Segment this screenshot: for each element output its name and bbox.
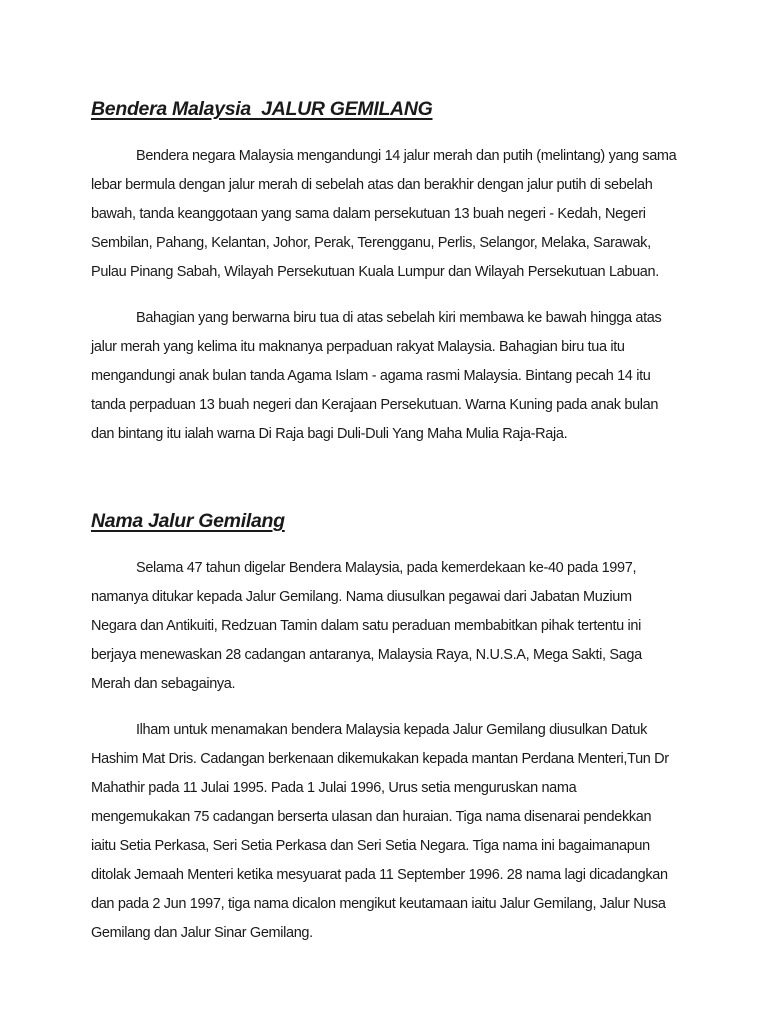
- heading-nama-jalur-gemilang: Nama Jalur Gemilang: [91, 510, 285, 532]
- paragraph-renaming-history: Selama 47 tahun digelar Bendera Malaysia, pada kemerdekaan ke-40 pada 1997, namanya ditukar kepada Jalur Gemilang. Nama diusulkan pegawai dari Jabatan Muzium Negara dan Antikuiti, Redzuan Tamin dalam satu peraduan membabitkan pihak tertentu ini berjaya menewaskan 28 cadangan antaranya, Malaysia Raya, N.U.S.A, Mega Sakti, Saga Merah dan sebagainya.: [91, 560, 642, 692]
- paragraph-flag-description: Bendera negara Malaysia mengandungi 14 jalur merah dan putih (melintang) yang sama lebar bermula dengan jalur merah di sebelah atas dan berakhir dengan jalur putih di sebelah bawah, tanda keanggotaan yang sama dalam persekutuan 13 buah negeri - Kedah, Negeri Sembilan, Pahang, Kelantan, Johor, Perak, Terengganu, Perlis, Selangor, Melaka, Sarawak, Pulau Pinang Sabah, Wilayah Persekutuan Kuala Lumpur dan Wilayah Persekutuan Labuan.: [91, 148, 677, 280]
- section-bendera-malaysia: [91, 97, 677, 449]
- heading-bendera-malaysia-jalur-gemilang: Bendera Malaysia JALUR GEMILANG: [91, 98, 433, 120]
- section-nama-jalur-gemilang: [91, 509, 677, 948]
- paragraph-naming-proposal: Ilham untuk menamakan bendera Malaysia kepada Jalur Gemilang diusulkan Datuk Hashim Mat Dris. Cadangan berkenaan dikemukakan kepada mantan Perdana Menteri,Tun Dr Mahathir pada 11 Julai 1995. Pada 1 Julai 1996, Urus setia menguruskan nama mengemukakan 75 cadangan berserta ulasan dan huraian. Tiga nama disenarai pendekkan iaitu Setia Perkasa, Seri Setia Perkasa dan Seri Setia Negara. Tiga nama ini bagaimanapun ditolak Jemaah Menteri ketika mesyuarat pada 11 September 1996. 28 nama lagi dicadangkan dan pada 2 Jun 1997, tiga nama dicalon mengikut keutamaan iaitu Jalur Gemilang, Jalur Nusa Gemilang dan Jalur Sinar Gemilang.: [91, 722, 669, 941]
- paragraph-flag-symbolism: Bahagian yang berwarna biru tua di atas sebelah kiri membawa ke bawah hingga atas jalur merah yang kelima itu maknanya perpaduan rakyat Malaysia. Bahagian biru tua itu mengandungi anak bulan tanda Agama Islam - agama rasmi Malaysia. Bintang pecah 14 itu tanda perpaduan 13 buah negeri dan Kerajaan Persekutuan. Warna Kuning pada anak bulan dan bintang itu ialah warna Di Raja bagi Duli-Duli Yang Maha Mulia Raja-Raja.: [91, 310, 662, 442]
